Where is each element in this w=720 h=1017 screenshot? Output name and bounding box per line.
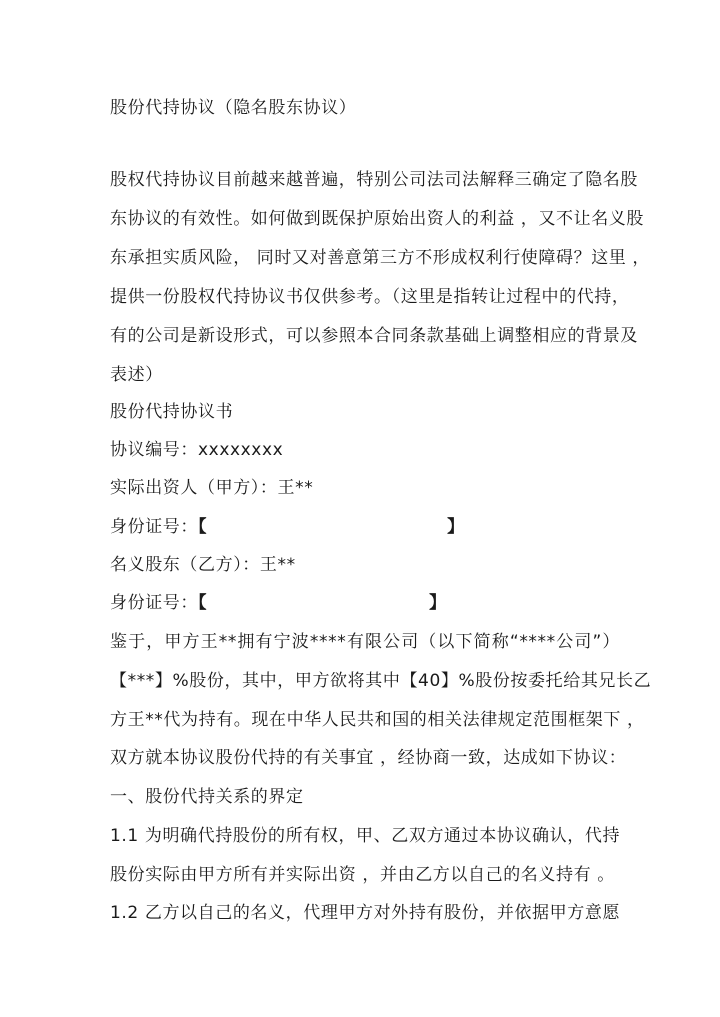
recital-line: 【***】%股份，其中，甲方欲将其中【40】%股份按委托给其兄长乙 xyxy=(110,671,652,691)
agreement-heading: 股份代持协议书 xyxy=(110,402,234,422)
party-a-row xyxy=(110,477,620,499)
intro-line: 股权代持协议目前越来越普遍，特别公司法司法解释三确定了隐名股 xyxy=(110,170,638,190)
id-close-bracket: 】 xyxy=(447,517,465,537)
intro-line: 提供一份股权代持协议书仅供参考。（这里是指转让过程中的代持， xyxy=(110,287,630,307)
party-b-row xyxy=(110,554,620,576)
id-close-bracket: 】 xyxy=(429,593,447,613)
party-b-name: 王** xyxy=(259,555,296,575)
section-1-heading: 一、股份代持关系的界定 xyxy=(110,787,304,807)
recital-line: 鉴于，甲方王**拥有宁波****有限公司（以下简称“****公司”） xyxy=(110,632,620,652)
recital-line: 方王**代为持有。现在中华人民共和国的相关法律规定范围框架下 ， xyxy=(110,710,645,730)
party-a-label: 实际出资人（甲方）： xyxy=(110,478,278,498)
agreement-number-row xyxy=(110,439,620,461)
recital-line: 双方就本协议股份代持的有关事宜 ，经协商一致，达成如下协议： xyxy=(110,748,627,768)
party-b-id-row xyxy=(110,592,620,614)
document-title: 股份代持协议（隐名股东协议） xyxy=(110,98,357,118)
agreement-number-label: 协议编号： xyxy=(110,440,198,460)
intro-line: 东协议的有效性。如何做到既保护原始出资人的利益 ，又不让名义股 xyxy=(110,209,645,229)
id-label: 身份证号： xyxy=(110,517,198,537)
clause-line: 股份实际由甲方所有并实际出资 ，并由乙方以自己的名义持有 。 xyxy=(110,865,615,885)
id-label: 身份证号： xyxy=(110,593,198,613)
clause-line: 1.1 为明确代持股份的所有权，甲、乙双方通过本协议确认，代持 xyxy=(110,826,621,846)
intro-line: 有的公司是新设形式，可以参照本合同条款基础上调整相应的背景及 xyxy=(110,326,638,346)
intro-line: 表述） xyxy=(110,365,163,385)
party-a-name: 王** xyxy=(277,478,314,498)
party-b-label: 名义股东（乙方）： xyxy=(110,555,260,575)
agreement-number-value: xxxxxxxx xyxy=(198,440,284,460)
id-open-bracket: 【 xyxy=(198,517,208,537)
id-open-bracket: 【 xyxy=(198,593,208,613)
intro-line: 东承担实质风险， 同时又对善意第三方不形成权利行使障碍？这里 ， xyxy=(110,248,651,268)
clause-line: 1.2 乙方以自己的名义，代理甲方对外持有股份，并依据甲方意愿 xyxy=(110,903,621,923)
party-a-id-row xyxy=(110,516,620,538)
